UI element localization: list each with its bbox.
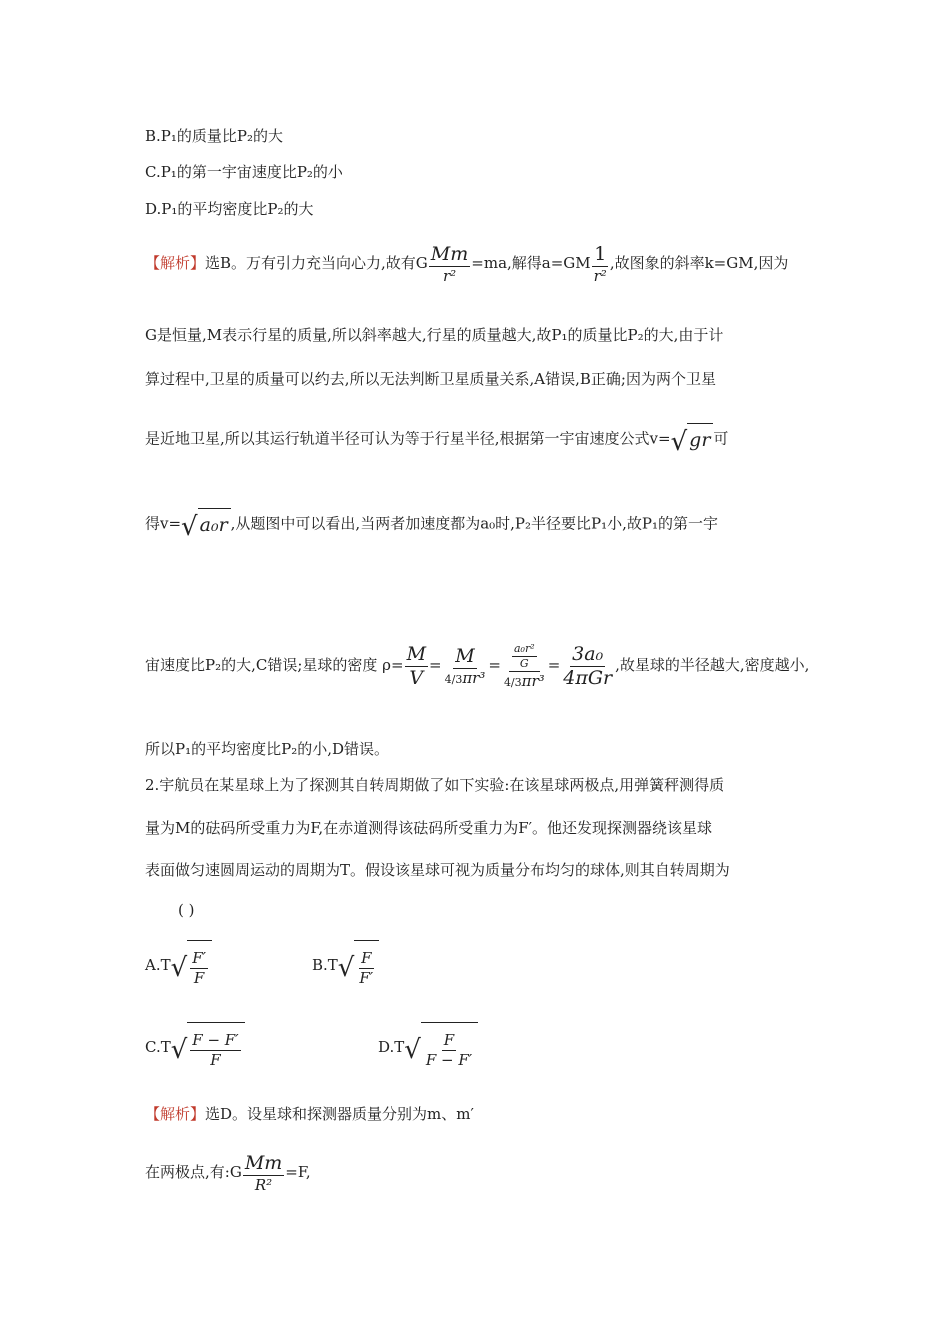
analysis-line-5: 得v=√ a₀r ,从题图中可以看出,当两者加速度都为a₀时,P₂半径要比P₁小,故P₁的第一宇 — [145, 508, 718, 541]
formula-mm-over-r2: $\frac{Mm}{\text{r²}}$ — [430, 243, 469, 285]
option-d: D.P₁的平均密度比P₂的大 — [145, 200, 314, 218]
option-c: C.P₁的第一宇宙速度比P₂的小 — [145, 163, 343, 181]
sqrt-gr-formula: √ gr — [671, 423, 714, 456]
analysis2-line-2: 在两极点,有:G $\frac{Mm}{\text{R²}}$ =F, — [145, 1151, 311, 1194]
sqrt-a0r-formula: √ a₀r — [181, 508, 231, 541]
question2-line-3: 表面做匀速圆周运动的周期为T。假设该星球可视为质量分布均匀的球体,则其自转周期为 — [145, 861, 730, 879]
answer-blank: ( ) — [178, 901, 195, 919]
analysis-line-3: 算过程中,卫星的质量可以约去,所以无法判断卫星质量关系,A错误,B正确;因为两个卫星 — [145, 370, 716, 388]
formula-mm-over-R2: $\frac{Mm}{\text{R²}}$ — [244, 1151, 283, 1194]
option-a-q2: A.T√ $\frac{F'}{F}$ — [145, 940, 212, 992]
analysis-line-1: 【解析】选B。万有引力充当向心力,故有G $\frac{Mm}{\text{r²}}$ =ma,解得a=GM $\frac{1}{\text{r²}}$ ,故图象的斜率k=GM,因为 — [145, 243, 789, 285]
analysis-line-7: 所以P₁的平均密度比P₂的小,D错误。 — [145, 740, 390, 758]
analysis-line-4: 是近地卫星,所以其运行轨道半径可认为等于行星半径,根据第一宇宙速度公式v=√ gr 可 — [145, 423, 728, 456]
option-c-q2: C.T√ $\frac{F - F'}{F}$ — [145, 1022, 245, 1074]
option-b-q2: B.T√ $\frac{F}{F'}$ — [312, 940, 379, 992]
option-b: B.P₁的质量比P₂的大 — [145, 127, 284, 145]
option-d-q2: D.T√ $\frac{F}{F - F'}$ — [378, 1022, 478, 1074]
analysis2-line-1: 【解析】选D。设星球和探测器质量分别为m、m′ — [145, 1105, 474, 1123]
formula-one-over-r2: $\frac{1}{\text{r²}}$ — [593, 243, 607, 285]
analysis-tag: 【解析】 — [145, 254, 206, 273]
analysis-line-2: G是恒量,M表示行星的质量,所以斜率越大,行星的质量越大,故P₁的质量比P₂的大,由于计 — [145, 326, 724, 344]
density-formula: $\frac{M}{V}$ — [406, 642, 427, 689]
analysis-line-6: 宙速度比P₂的大,C错误;星球的密度 ρ= $\frac{M}{V}$ = $\frac{M}{\text{4/3πr³}}$ = $\frac{\frac{\text{a₀r²}}{G}}{\text{4/3πr³}}$ = $\frac{\text{3a₀}}{\text{4πGr}}$ ,故星球的半径越大,密度越小, — [145, 641, 810, 690]
analysis2-tag: 【解析】 — [145, 1105, 206, 1123]
question2-line-1: 2.宇航员在某星球上为了探测其自转周期做了如下实验:在该星球两极点,用弹簧秤测得质 — [145, 776, 725, 794]
question2-line-2: 量为M的砝码所受重力为F,在赤道测得该砝码所受重力为F′。他还发现探测器绕该星球 — [145, 819, 713, 837]
